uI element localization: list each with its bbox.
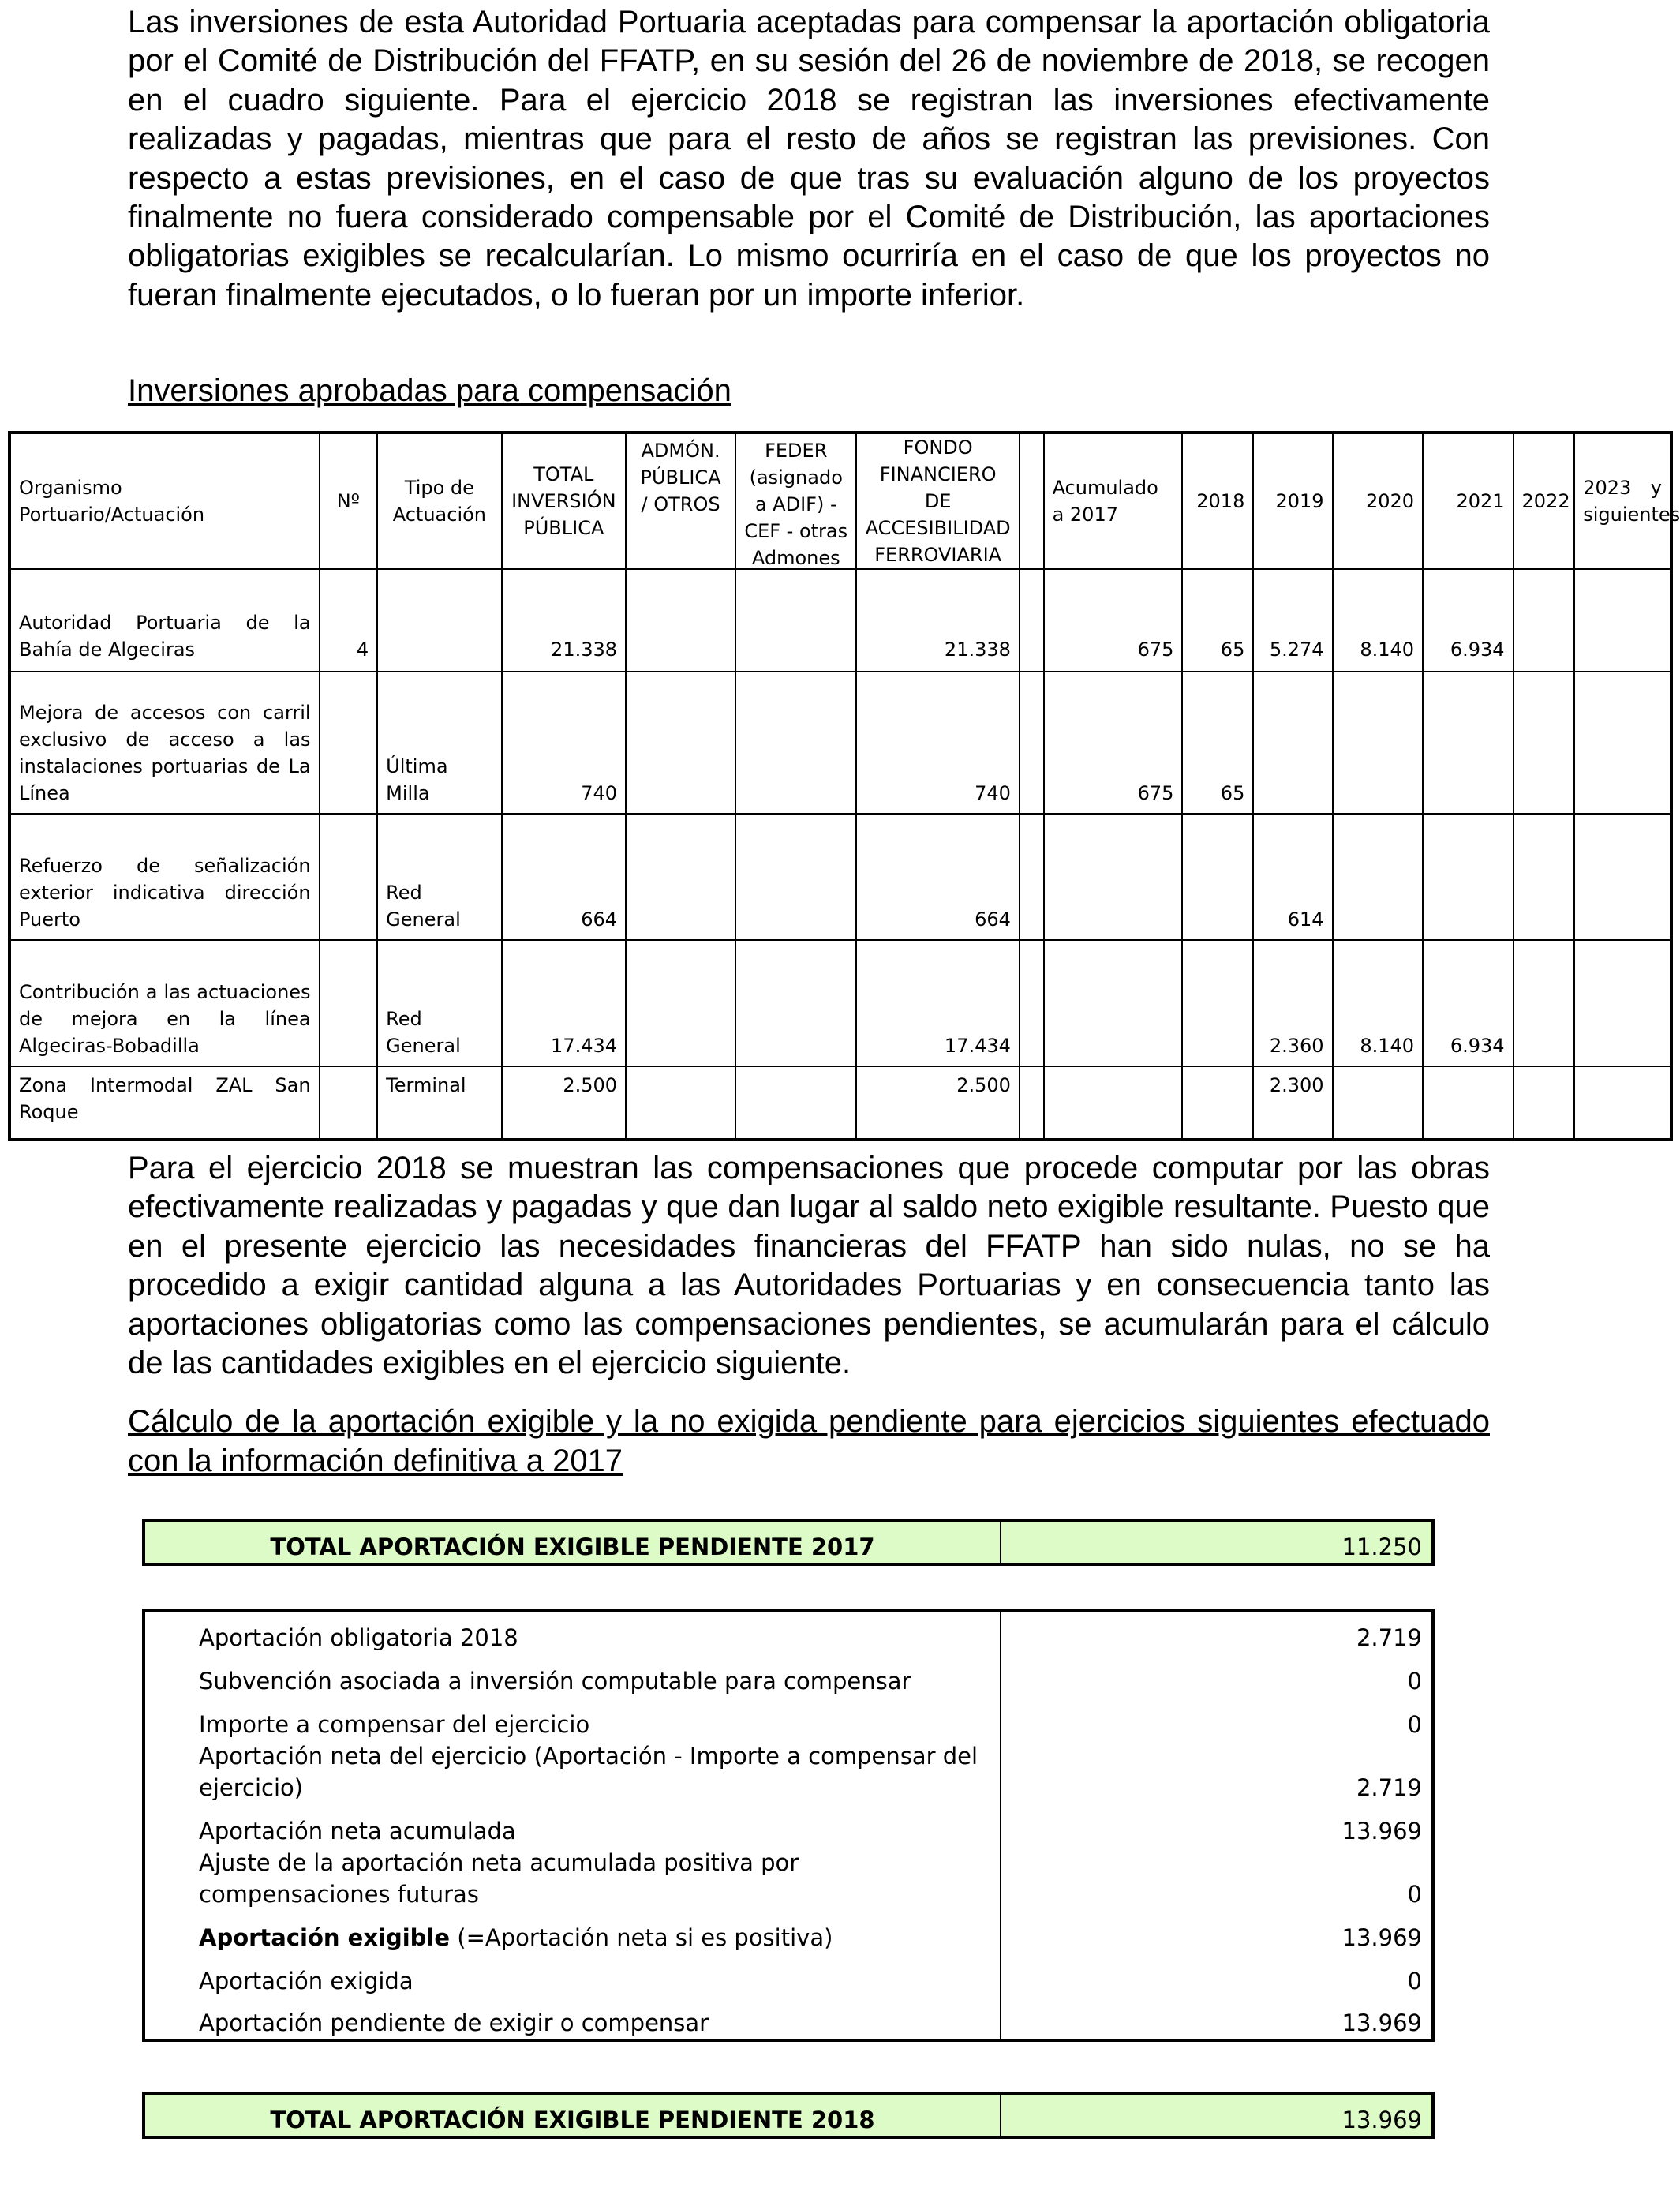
header-2018: 2018 [1182,433,1253,569]
cell-2018: 65 [1182,672,1253,814]
calc-value: 2.719 [1001,1610,1433,1654]
intro-paragraph: Las inversiones de esta Autoridad Portuaria aceptadas para compensar la aportación obligatoria por el Comité de Distribución del FFATP, en su sesión del 26 de noviembre de 2018, se recogen en el cuadro siguiente. Para el ejercicio 2018 se registran las inversiones efectivamente realizadas y pagadas, mientras que para el resto de años se registran las previsiones. Con respecto a estas previsiones, en el caso de que tras su evaluación alguno de los proyectos finalmente no fuera considerado compensable por el Comité de Distribución, las aportaciones obligatorias exigibles se recalcularían. Lo mismo ocurriría en el caso de que los proyectos no fueran finalmente ejecutados, o lo fueran por un importe inferior. [128,5,1490,313]
cell-fondo: 17.434 [856,940,1020,1066]
table-row [9,569,1671,672]
cell-spacer [1020,940,1044,1066]
total-2018-row [144,2093,1433,2137]
cell-2021 [1423,672,1513,814]
cell-organismo: Mejora de accesos con carril exclusivo de acceso a las instalaciones portuarias de La Línea [9,672,320,814]
cell-feder [735,569,856,672]
cell-admon [626,1066,735,1140]
table-row [9,940,1671,1066]
cell-total: 740 [502,672,626,814]
cell-admon [626,569,735,672]
cell-2020 [1333,1066,1424,1140]
calc-value: 0 [1001,1697,1433,1740]
header-2023: 2023 y siguientes [1574,433,1671,569]
table-row [9,1066,1671,1140]
cell-2019: 2.300 [1253,1066,1332,1140]
calc-value: 13.969 [1001,1803,1433,1847]
cell-spacer [1020,569,1044,672]
cell-num: 4 [320,569,378,672]
cell-spacer [1020,814,1044,940]
cell-acumulado [1044,940,1183,1066]
calc-value: 0 [1001,1654,1433,1697]
calc-row [144,1654,1433,1697]
calc-label: Aportación neta acumulada [144,1803,1001,1847]
calc-value: 0 [1001,1847,1433,1910]
header-2021: 2021 [1423,433,1513,569]
calc-value: 2.719 [1001,1740,1433,1803]
calc-row [144,1997,1433,2040]
cell-2020 [1333,672,1424,814]
cell-spacer [1020,1066,1044,1140]
cell-admon [626,672,735,814]
header-acumulado: Acumulado a 2017 [1044,433,1183,569]
header-tipo: Tipo de Actuación [377,433,501,569]
cell-total: 2.500 [502,1066,626,1140]
cell-2020 [1333,814,1424,940]
header-total: TOTAL INVERSIÓN PÚBLICA [502,433,626,569]
calc-label-bold: Aportación exigible [199,1924,451,1951]
cell-feder [735,1066,856,1140]
cell-tipo: Última Milla [377,672,501,814]
cell-admon [626,814,735,940]
calc-row [144,1847,1433,1910]
calc-label [144,1910,1001,1953]
calc-label: Subvención asociada a inversión computable para compensar [144,1654,1001,1697]
cell-2019: 2.360 [1253,940,1332,1066]
header-feder-text: FEDER (asignado a ADIF) - CEF - otras Admones [744,440,848,569]
cell-2019: 614 [1253,814,1332,940]
section-title-calculo: Cálculo de la aportación exigible y la no exigida pendiente para ejercicios siguientes efectuado con la información definitiva a 2017 [128,1404,1490,1478]
header-2022: 2022 [1513,433,1575,569]
calc-row [144,1803,1433,1847]
cell-admon [626,940,735,1066]
calc-label: Aportación exigida [144,1953,1001,1997]
cell-2023 [1574,569,1671,672]
header-2020: 2020 [1333,433,1424,569]
cell-fondo: 21.338 [856,569,1020,672]
cell-2023 [1574,672,1671,814]
cell-organismo: Zona Intermodal ZAL San Roque [9,1066,320,1140]
calc-row [144,1910,1433,1953]
total-2018-value: 13.969 [1001,2093,1433,2137]
cell-2022 [1513,1066,1575,1140]
table-row [9,814,1671,940]
calc-row [144,1697,1433,1740]
cell-2018 [1182,940,1253,1066]
cell-tipo [377,569,501,672]
cell-total: 17.434 [502,940,626,1066]
calc-label: Importe a compensar del ejercicio [144,1697,1001,1740]
cell-2019: 5.274 [1253,569,1332,672]
header-num: Nº [320,433,378,569]
cell-spacer [1020,672,1044,814]
calc-row [144,1610,1433,1654]
cell-acumulado [1044,814,1183,940]
cell-total: 21.338 [502,569,626,672]
calc-label: Aportación neta del ejercicio (Aportación - Importe a compensar del ejercicio) [144,1740,1001,1803]
cell-2022 [1513,940,1575,1066]
cell-tipo: Red General [377,940,501,1066]
total-2017-row [144,1520,1433,1564]
cell-tipo: Terminal [377,1066,501,1140]
cell-feder [735,814,856,940]
calc-row [144,1953,1433,1997]
cell-2021 [1423,1066,1513,1140]
total-2017-value: 11.250 [1001,1520,1433,1564]
header-admon: ADMÓN. PÚBLICA / OTROS [626,433,735,569]
cell-2020: 8.140 [1333,940,1424,1066]
cell-feder [735,672,856,814]
cell-organismo: Contribución a las actuaciones de mejora en la línea Algeciras-Bobadilla [9,940,320,1066]
cell-2022 [1513,672,1575,814]
investments-header-row [9,433,1671,569]
table-row [9,672,1671,814]
cell-feder [735,940,856,1066]
calc-label-rest: (=Aportación neta si es positiva) [450,1924,833,1951]
calc-row [144,1740,1433,1803]
header-2019: 2019 [1253,433,1332,569]
section-title-inversiones: Inversiones aprobadas para compensación [128,373,731,408]
cell-2023 [1574,814,1671,940]
calc-value: 0 [1001,1953,1433,1997]
cell-tipo: Red General [377,814,501,940]
calculation-table [142,1609,1435,2042]
cell-acumulado [1044,1066,1183,1140]
cell-fondo: 740 [856,672,1020,814]
cell-2022 [1513,814,1575,940]
total-2018-label: TOTAL APORTACIÓN EXIGIBLE PENDIENTE 2018 [144,2093,1001,2137]
calc-value: 13.969 [1001,1910,1433,1953]
cell-num [320,672,378,814]
cell-acumulado: 675 [1044,672,1183,814]
cell-organismo: Autoridad Portuaria de la Bahía de Algeciras [9,569,320,672]
cell-2019 [1253,672,1332,814]
cell-num [320,1066,378,1140]
second-paragraph: Para el ejercicio 2018 se muestran las compensaciones que procede computar por las obras efectivamente realizadas y pagadas y que dan lugar al saldo neto exigible resultante. Puesto que en el presente ejercicio las necesidades financieras del FFATP han sido nulas, no se ha procedido a exigir cantidad alguna a las Autoridades Portuarias y en consecuencia tanto las aportaciones obligatorias como las compensaciones pendientes, se acumularán para el cálculo de las cantidades exigibles en el ejercicio siguiente. [128,1151,1490,1381]
cell-num [320,814,378,940]
calc-label: Aportación obligatoria 2018 [144,1610,1001,1654]
header-feder [735,433,856,569]
calc-value: 13.969 [1001,1997,1433,2040]
cell-fondo: 664 [856,814,1020,940]
total-2018-table [142,2092,1435,2139]
cell-2021: 6.934 [1423,940,1513,1066]
header-organismo: Organismo Portuario/Actuación [9,433,320,569]
cell-num [320,940,378,1066]
cell-2018 [1182,814,1253,940]
investments-table [8,431,1680,1141]
cell-2020: 8.140 [1333,569,1424,672]
cell-2018: 65 [1182,569,1253,672]
cell-2023 [1574,940,1671,1066]
calc-label: Aportación pendiente de exigir o compensar [144,1997,1001,2040]
cell-2023 [1574,1066,1671,1140]
cell-fondo: 2.500 [856,1066,1020,1140]
total-2017-table [142,1519,1435,1566]
total-2017-label: TOTAL APORTACIÓN EXIGIBLE PENDIENTE 2017 [144,1520,1001,1564]
header-spacer [1020,433,1044,569]
header-fondo: FONDO FINANCIERO DE ACCESIBILIDAD FERROVIARIA [856,433,1020,569]
cell-acumulado: 675 [1044,569,1183,672]
cell-2021: 6.934 [1423,569,1513,672]
cell-2018 [1182,1066,1253,1140]
cell-2021 [1423,814,1513,940]
cell-organismo: Refuerzo de señalización exterior indicativa dirección Puerto [9,814,320,940]
cell-2022 [1513,569,1575,672]
cell-total: 664 [502,814,626,940]
calc-label: Ajuste de la aportación neta acumulada positiva por compensaciones futuras [144,1847,1001,1910]
